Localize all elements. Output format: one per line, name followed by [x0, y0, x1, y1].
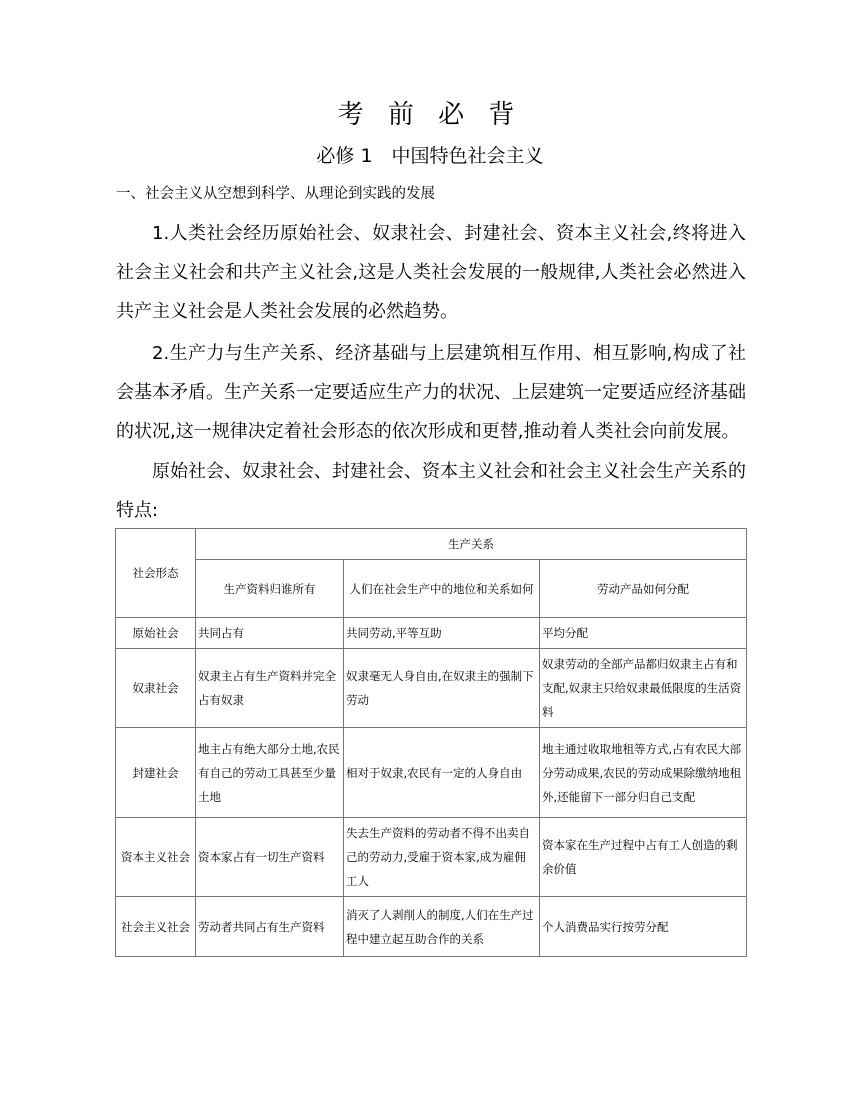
cell-distribution: 资本家在生产过程中占有工人创造的剩余价值 [540, 818, 747, 897]
table-row [116, 897, 747, 957]
cell-relation: 失去生产资料的劳动者不得不出卖自己的劳动力,受雇于资本家,成为雇佣工人 [344, 818, 540, 897]
table-row [116, 728, 747, 818]
cell-distribution: 平均分配 [540, 618, 747, 649]
cell-distribution: 奴隶劳动的全部产品都归奴隶主占有和支配,奴隶主只给奴隶最低限度的生活资料 [540, 649, 747, 728]
cell-ownership: 共同占有 [196, 618, 344, 649]
table-row [116, 649, 747, 728]
cell-ownership: 劳动者共同占有生产资料 [196, 897, 344, 957]
cell-form: 奴隶社会 [116, 649, 196, 728]
cell-relation: 消灭了人剥削人的制度,人们在生产过程中建立起互助合作的关系 [344, 897, 540, 957]
production-relations-table [115, 528, 747, 957]
header-production-relations: 生产关系 [196, 529, 747, 560]
header-distribution: 劳动产品如何分配 [540, 560, 747, 618]
table-row [116, 818, 747, 897]
header-relation: 人们在社会生产中的地位和关系如何 [344, 560, 540, 618]
cell-ownership: 资本家占有一切生产资料 [196, 818, 344, 897]
cell-ownership: 奴隶主占有生产资料并完全占有奴隶 [196, 649, 344, 728]
subtitle: 必修 1 中国特色社会主义 [316, 145, 544, 167]
cell-relation: 共同劳动,平等互助 [344, 618, 540, 649]
header-social-form: 社会形态 [116, 529, 196, 618]
cell-form: 社会主义社会 [116, 897, 196, 957]
cell-relation: 奴隶毫无人身自由,在奴隶主的强制下劳动 [344, 649, 540, 728]
table-header-row [116, 529, 747, 560]
cell-form: 资本主义社会 [116, 818, 196, 897]
paragraph-2: 2.生产力与生产关系、经济基础与上层建筑相互作用、相互影响,构成了社会基本矛盾。生产关系一定要适应生产力的状况、上层建筑一定要适应经济基础的状况,这一规律决定着社会形态的依次形成和更替,推动着人类社会向前发展。 [116, 343, 746, 442]
section-heading: 一、社会主义从空想到科学、从理论到实践的发展 [116, 186, 435, 202]
table-subheader-row [116, 560, 747, 618]
page-title: 考 前 必 背 [337, 100, 523, 130]
cell-relation: 相对于奴隶,农民有一定的人身自由 [344, 728, 540, 818]
paragraph-1: 1.人类社会经历原始社会、奴隶社会、封建社会、资本主义社会,终将进入社会主义社会和共产主义社会,这是人类社会发展的一般规律,人类社会必然进入共产主义社会是人类社会发展的必然趋势。 [116, 223, 746, 322]
cell-ownership: 地主占有绝大部分土地,农民有自己的劳动工具甚至少量土地 [196, 728, 344, 818]
paragraph-3: 原始社会、奴隶社会、封建社会、资本主义社会和社会主义社会生产关系的特点: [116, 461, 746, 521]
header-ownership: 生产资料归谁所有 [196, 560, 344, 618]
cell-form: 封建社会 [116, 728, 196, 818]
table-row [116, 618, 747, 649]
cell-form: 原始社会 [116, 618, 196, 649]
cell-distribution: 地主通过收取地租等方式,占有农民大部分劳动成果,农民的劳动成果除缴纳地租外,还能留下一部分归自己支配 [540, 728, 747, 818]
cell-distribution: 个人消费品实行按劳分配 [540, 897, 747, 957]
